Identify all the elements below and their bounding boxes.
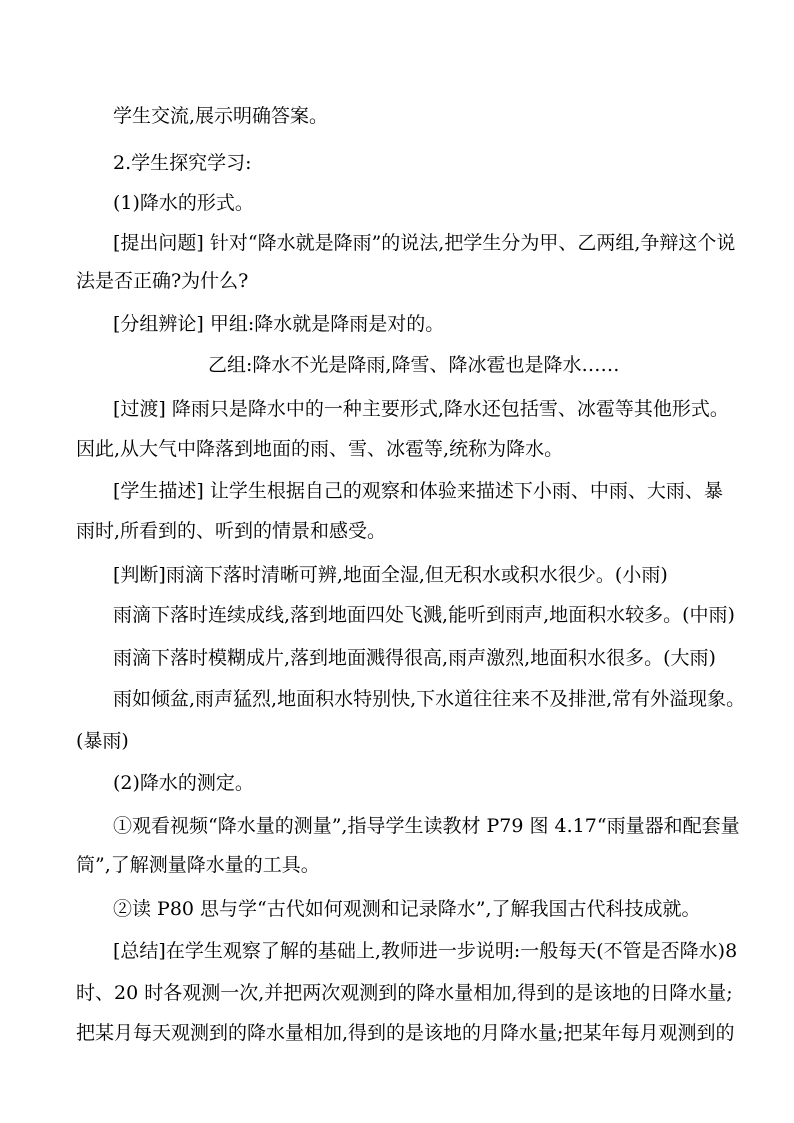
paragraph-line: 法是否正确?为什么? — [76, 270, 249, 292]
paragraph-line: 时、20 时各观测一次,并把两次观测到的降水量相加,得到的是该地的日降水量; — [76, 982, 733, 1004]
paragraph-line: [总结]在学生观察了解的基础上,教师进一步说明:一般每天(不管是否降水)8 — [113, 940, 738, 962]
paragraph-line: [过渡] 降雨只是降水中的一种主要形式,降水还包括雪、冰雹等其他形式。 — [113, 398, 729, 420]
paragraph-line: [学生描述] 让学生根据自己的观察和体验来描述下小雨、中雨、大雨、暴 — [113, 480, 723, 502]
paragraph-line: 雨时,所看到的、听到的情景和感受。 — [76, 520, 387, 542]
paragraph-line: 雨滴下落时模糊成片,落到地面溅得很高,雨声激烈,地面积水很多。(大雨) — [113, 647, 716, 669]
subsection-heading: (2)降水的测定。 — [113, 772, 254, 794]
paragraph-line: [提出问题] 针对“降水就是降雨”的说法,把学生分为甲、乙两组,争辩这个说 — [113, 232, 736, 254]
paragraph-line: 雨滴下落时连续成线,落到地面四处飞溅,能听到雨声,地面积水较多。(中雨) — [113, 604, 735, 626]
paragraph-line: 学生交流,展示明确答案。 — [113, 105, 329, 127]
paragraph-line: 筒”,了解测量降水量的工具。 — [76, 854, 320, 876]
paragraph-line: ②读 P80 思与学“古代如何观测和记录降水”,了解我国古代科技成就。 — [113, 898, 701, 920]
section-heading: 2.学生探究学习: — [113, 152, 252, 174]
paragraph-line: 乙组:降水不光是降雨,降雪、降冰雹也是降水…… — [208, 354, 620, 376]
paragraph-line: [判断]雨滴下落时清晰可辨,地面全湿,但无积水或积水很少。(小雨) — [113, 564, 668, 586]
paragraph-line: 因此,从大气中降落到地面的雨、雪、冰雹等,统称为降水。 — [76, 438, 564, 460]
paragraph-line: ①观看视频“降水量的测量”,指导学生读教材 P79 图 4.17“雨量器和配套量 — [113, 815, 740, 837]
paragraph-line: 把某月每天观测到的降水量相加,得到的是该地的月降水量;把某年每月观测到的 — [76, 1022, 735, 1044]
subsection-heading: (1)降水的形式。 — [113, 192, 254, 214]
paragraph-line: 雨如倾盆,雨声猛烈,地面积水特别快,下水道往往来不及排泄,常有外溢现象。 — [113, 688, 746, 710]
paragraph-line: (暴雨) — [76, 730, 129, 752]
paragraph-line: [分组辨论] 甲组:降水就是降雨是对的。 — [113, 313, 445, 335]
